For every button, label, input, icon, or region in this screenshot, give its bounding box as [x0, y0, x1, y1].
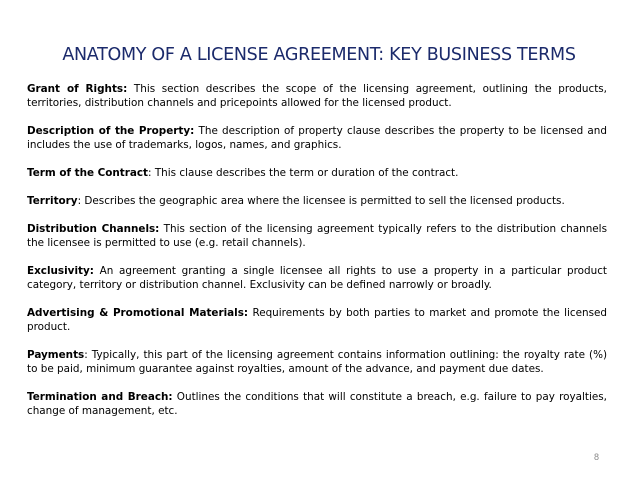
section-term: Payments: [27, 348, 85, 361]
section-text: : Describes the geographic area where the licensee is permitted to sell the licensed products.: [77, 194, 565, 207]
section-distribution-channels: [27, 222, 607, 250]
section-grant-of-rights: [27, 82, 607, 110]
section-text: Requirements by both parties to market and promote the licensed product.: [27, 306, 607, 333]
section-exclusivity: [27, 264, 607, 292]
section-text: : Typically, this part of the licensing agreement contains information outlining: the royalty rate (%) to be paid, minimum guarantee against royalties, amount of the advance, and payment due dates.: [27, 348, 607, 375]
section-term: Exclusivity:: [27, 264, 94, 277]
section-term: Term of the Contract: [27, 167, 149, 179]
slide-title: ANATOMY OF A LICENSE AGREEMENT: KEY BUSINESS TERMS: [62, 45, 576, 65]
section-description-of-property: [27, 124, 607, 152]
section-term: Description of the Property:: [27, 125, 195, 137]
page-number: 8: [594, 452, 600, 462]
section-termination-breach: [27, 390, 607, 418]
section-term-of-contract: [27, 166, 607, 180]
section-term: Advertising & Promotional Materials:: [27, 306, 249, 319]
section-text: This section of the licensing agreement typically refers to the distribution channels the licensee is permitted to use (e.g. retail channels).: [27, 222, 607, 249]
section-term: Territory: [27, 194, 78, 207]
section-term: Grant of Rights:: [27, 83, 128, 95]
section-text: An agreement granting a single licensee all rights to use a property in a particular product category, territory or distribution channel. Exclusivity can be defined narrowly or broadly.: [27, 264, 607, 291]
section-term: Termination and Breach:: [27, 390, 173, 403]
section-text: The description of property clause describes the property to be licensed and includes the use of trademarks, logos, names, and graphics.: [27, 125, 607, 152]
section-text: : This clause describes the term or duration of the contract.: [148, 167, 459, 179]
section-payments: [27, 348, 607, 376]
section-text: This section describes the scope of the licensing agreement, outlining the products, territories, distribution channels and pricepoints allowed for the licensed product.: [27, 83, 607, 110]
section-advertising-promotional: [27, 306, 607, 334]
section-text: Outlines the conditions that will constitute a breach, e.g. failure to pay royalties, change of management, etc.: [27, 390, 607, 417]
slide-body: [27, 82, 607, 432]
section-territory: [27, 194, 607, 208]
section-term: Distribution Channels:: [27, 222, 160, 235]
